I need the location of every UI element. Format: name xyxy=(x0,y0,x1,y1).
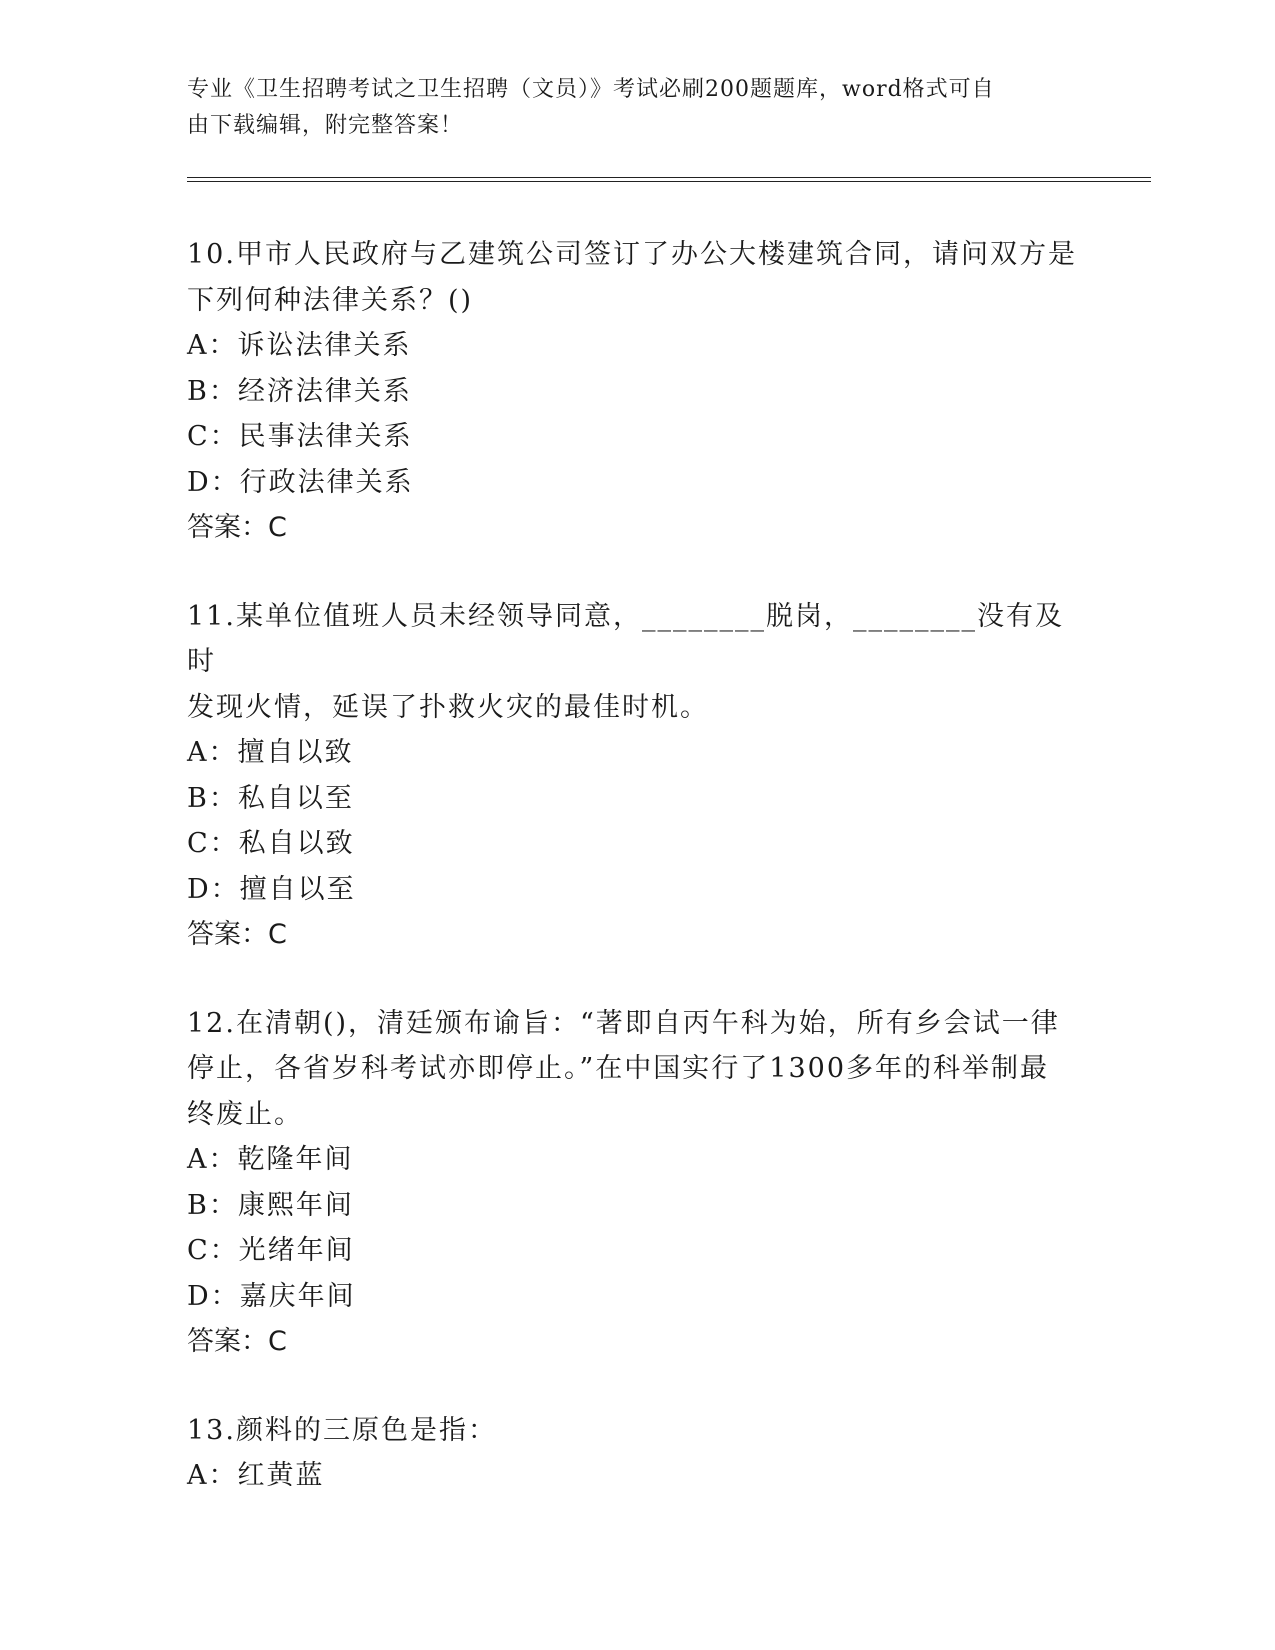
option-d: D：擅自以至 xyxy=(187,873,356,905)
header-divider xyxy=(187,177,1151,182)
option-d: D：行政法律关系 xyxy=(187,466,414,498)
question-list xyxy=(187,232,1087,1542)
option-d: D：嘉庆年间 xyxy=(187,1280,356,1312)
question-13 xyxy=(187,1408,1087,1499)
header-line-1: 专业《卫生招聘考试之卫生招聘（文员）》考试必刷200题题库，word格式可自 xyxy=(187,77,995,102)
option-a: A：擅自以致 xyxy=(187,737,354,768)
question-11 xyxy=(187,594,1087,958)
question-10 xyxy=(187,232,1087,551)
option-c: C：私自以致 xyxy=(187,828,355,859)
question-stem-line: 11.某单位值班人员未经领导同意，________脱岗，________没有及时 xyxy=(187,600,1064,677)
option-a: A：诉讼法律关系 xyxy=(187,330,412,361)
document-header xyxy=(187,72,1067,144)
header-line-2: 由下载编辑，附完整答案！ xyxy=(187,113,464,138)
question-stem-line: 发现火情，延误了扑救火灾的最佳时机。 xyxy=(187,691,709,723)
question-stem-line: 12.在清朝()，清廷颁布谕旨：“著即自丙午科为始，所有乡会试一律 xyxy=(187,1007,1060,1039)
question-stem-line: 下列何种法律关系？() xyxy=(187,284,474,316)
option-c: C：光绪年间 xyxy=(187,1235,355,1266)
option-a: A：红黄蓝 xyxy=(187,1460,325,1491)
question-stem-line: 10.甲市人民政府与乙建筑公司签订了办公大楼建筑合同，请问双方是 xyxy=(187,239,1077,270)
answer-line: 答案：C xyxy=(187,919,287,950)
option-b: B：私自以至 xyxy=(187,782,354,814)
question-stem-line: 13.颜料的三原色是指： xyxy=(187,1414,497,1446)
option-a: A：乾隆年间 xyxy=(187,1144,354,1175)
option-b: B：经济法律关系 xyxy=(187,375,412,407)
question-stem-line: 停止，各省岁科考试亦即停止。”在中国实行了1300多年的科举制最 xyxy=(187,1053,1050,1084)
question-12 xyxy=(187,1001,1087,1365)
answer-line: 答案：C xyxy=(187,1326,287,1357)
answer-line: 答案：C xyxy=(187,512,287,543)
question-stem-line: 终废止。 xyxy=(187,1098,303,1130)
option-c: C：民事法律关系 xyxy=(187,421,413,452)
option-b: B：康熙年间 xyxy=(187,1189,354,1221)
